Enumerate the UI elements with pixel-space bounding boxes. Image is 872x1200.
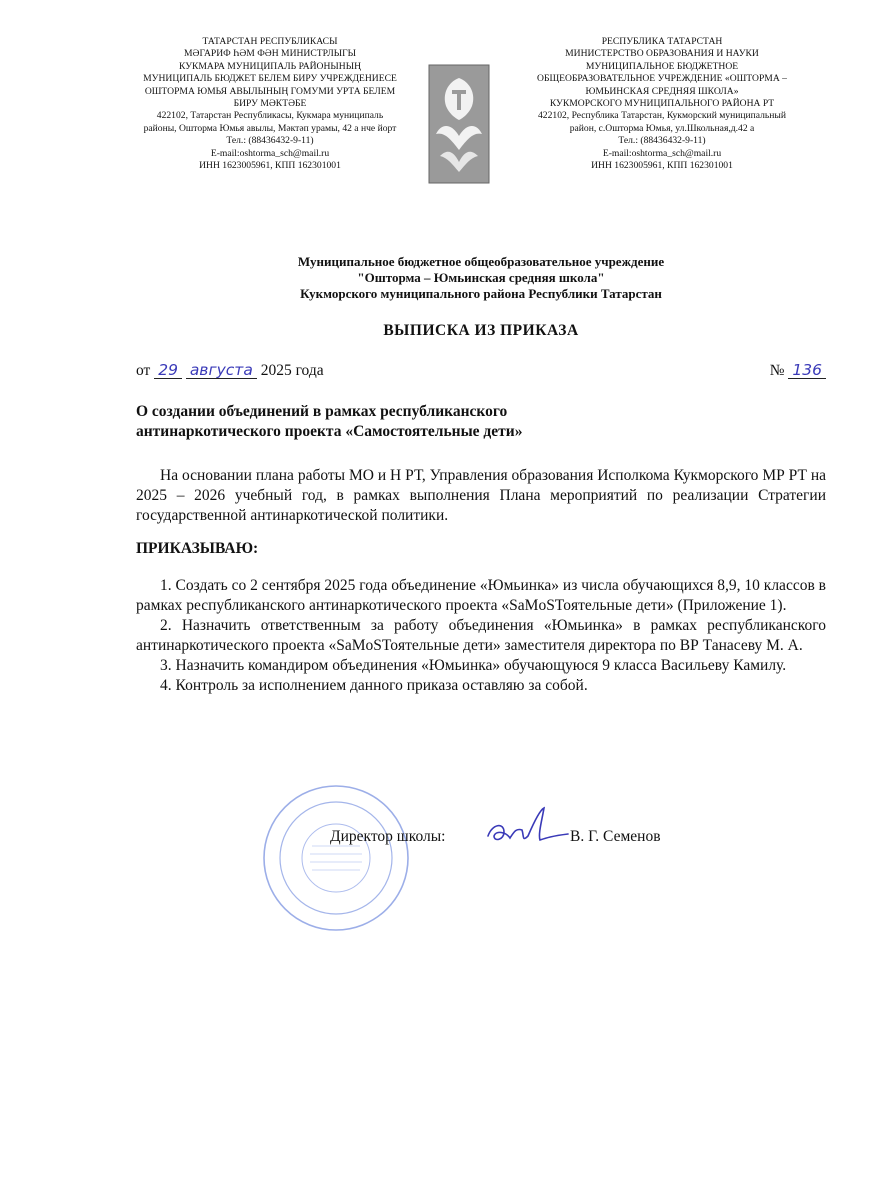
number-value: 136: [788, 362, 826, 379]
header-left-line: E-mail:oshtorma_sch@mail.ru: [210, 147, 330, 159]
subject-line: антинаркотического проекта «Самостоятельные дети»: [136, 423, 523, 440]
organization-line: "Ошторма – Юмьинская средняя школа": [357, 270, 605, 285]
header-right-line: ИНН 1623005961, КПП 162301001: [591, 160, 733, 172]
signature-label: Директор школы:: [330, 828, 446, 845]
order-item: 2. Назначить ответственным за работу объединения «Юмьинка» в рамках республиканского антинаркотического проекта «SaMoSToятельные дети» заместителя директора по ВР Танасеву М. А.: [136, 617, 826, 654]
header-left-line: ОШТОРМА ЮМЬЯ АВЫЛЫНЫҢ ГОМУМИ УРТА БЕЛЕМ: [144, 85, 396, 97]
header-right-line: МИНИСТЕРСТВО ОБРАЗОВАНИЯ И НАУКИ: [565, 48, 759, 60]
order-date: [136, 362, 324, 380]
date-prefix: от: [136, 362, 151, 379]
order-item: 3. Назначить командиром объединения «Юмьинка» обучающуюся 9 класса Васильеву Камилу.: [160, 657, 787, 674]
header-left-line: БИРУ МӘКТӘБЕ: [233, 98, 307, 110]
order-item: 1. Создать со 2 сентября 2025 года объединение «Юмьинка» из числа обучающихся 8,9, 10 классов в рамках республиканского антинаркотического проекта «SaMoSToятельные дети» (Приложение 1).: [136, 577, 826, 614]
header-right-line: КУКМОРСКОГО МУНИЦИПАЛЬНОГО РАЙОНА РТ: [549, 98, 775, 110]
header-left-line: МӘГАРИФ ҺӘМ ФӘН МИНИСТРЛЫГЫ: [183, 48, 357, 60]
header-right-line: МУНИЦИПАЛЬНОЕ БЮДЖЕТНОЕ: [585, 60, 739, 72]
date-month: августа: [186, 362, 257, 379]
header-left-line: ТАТАРСТАН РЕСПУБЛИКАСЫ: [202, 36, 338, 47]
header-right-line: ЮМЬИНСКАЯ СРЕДНЯЯ ШКОЛА»: [585, 85, 739, 97]
date-suffix: 2025 года: [260, 362, 324, 379]
order-number: [770, 362, 826, 380]
handwritten-signature-icon: [482, 802, 572, 852]
header-right-line: E-mail:oshtorma_sch@mail.ru: [602, 147, 722, 159]
header-left-line: ИНН 1623005961, КПП 162301001: [199, 160, 341, 172]
order-items: [136, 576, 826, 696]
subject-line: О создании объединений в рамках республиканского: [136, 403, 508, 420]
coat-of-arms-icon: [428, 64, 490, 184]
header-right: [512, 36, 812, 172]
order-item: 4. Контроль за исполнением данного приказа оставляю за собой.: [160, 677, 588, 694]
organization-line: Муниципальное бюджетное общеобразовательное учреждение: [297, 254, 665, 269]
order-subject: [136, 402, 826, 442]
header-right-line: РЕСПУБЛИКА ТАТАРСТАН: [601, 36, 723, 47]
header-right-line: 422102, Республика Татарстан, Кукморский муниципальный: [538, 110, 786, 122]
date-day: 29: [154, 362, 182, 379]
order-heading: ПРИКАЗЫВАЮ:: [136, 540, 259, 557]
header-left-line: МУНИЦИПАЛЬ БЮДЖЕТ БЕЛЕМ БИРУ УЧРЕЖДЕНИЕСЕ: [143, 73, 397, 85]
document-title: ВЫПИСКА ИЗ ПРИКАЗА: [383, 322, 579, 339]
signature-row: [330, 828, 750, 850]
header-right-line: ОБЩЕОБРАЗОВАТЕЛЬНОЕ УЧРЕЖДЕНИЕ «ОШТОРМА –: [537, 73, 787, 85]
school-stamp-icon: [260, 782, 412, 934]
header-left-line: КУКМАРА МУНИЦИПАЛЬ РАЙОНЫНЫҢ: [178, 60, 361, 72]
organization-line: Кукморского муниципального района Республики Татарстан: [300, 286, 662, 301]
organization-name: [136, 254, 826, 302]
director-name: В. Г. Семенов: [570, 828, 661, 845]
basis-paragraph: На основании плана работы МО и Н РТ, Управления образования Исполкома Кукморского МР РТ на 2025 – 2026 учебный год, в рамках выполнения Плана мероприятий по реализации Стратегии государственной антинаркотической политики.: [136, 467, 826, 524]
date-number-line: [136, 362, 826, 384]
header-left: [120, 36, 420, 172]
header-left-line: районы, Ошторма Юмья авылы, Мәктәп урамы, 42 а нче йорт: [143, 122, 397, 134]
header-left-line: Тел.: (88436432-9-11): [226, 135, 314, 147]
number-prefix: №: [769, 362, 785, 379]
header-right-line: Тел.: (88436432-9-11): [618, 135, 706, 147]
header-left-line: 422102, Татарстан Республикасы, Кукмара муниципаль: [156, 110, 384, 122]
header-right-line: район, с.Ошторма Юмья, ул.Школьная,д.42 а: [569, 122, 755, 134]
